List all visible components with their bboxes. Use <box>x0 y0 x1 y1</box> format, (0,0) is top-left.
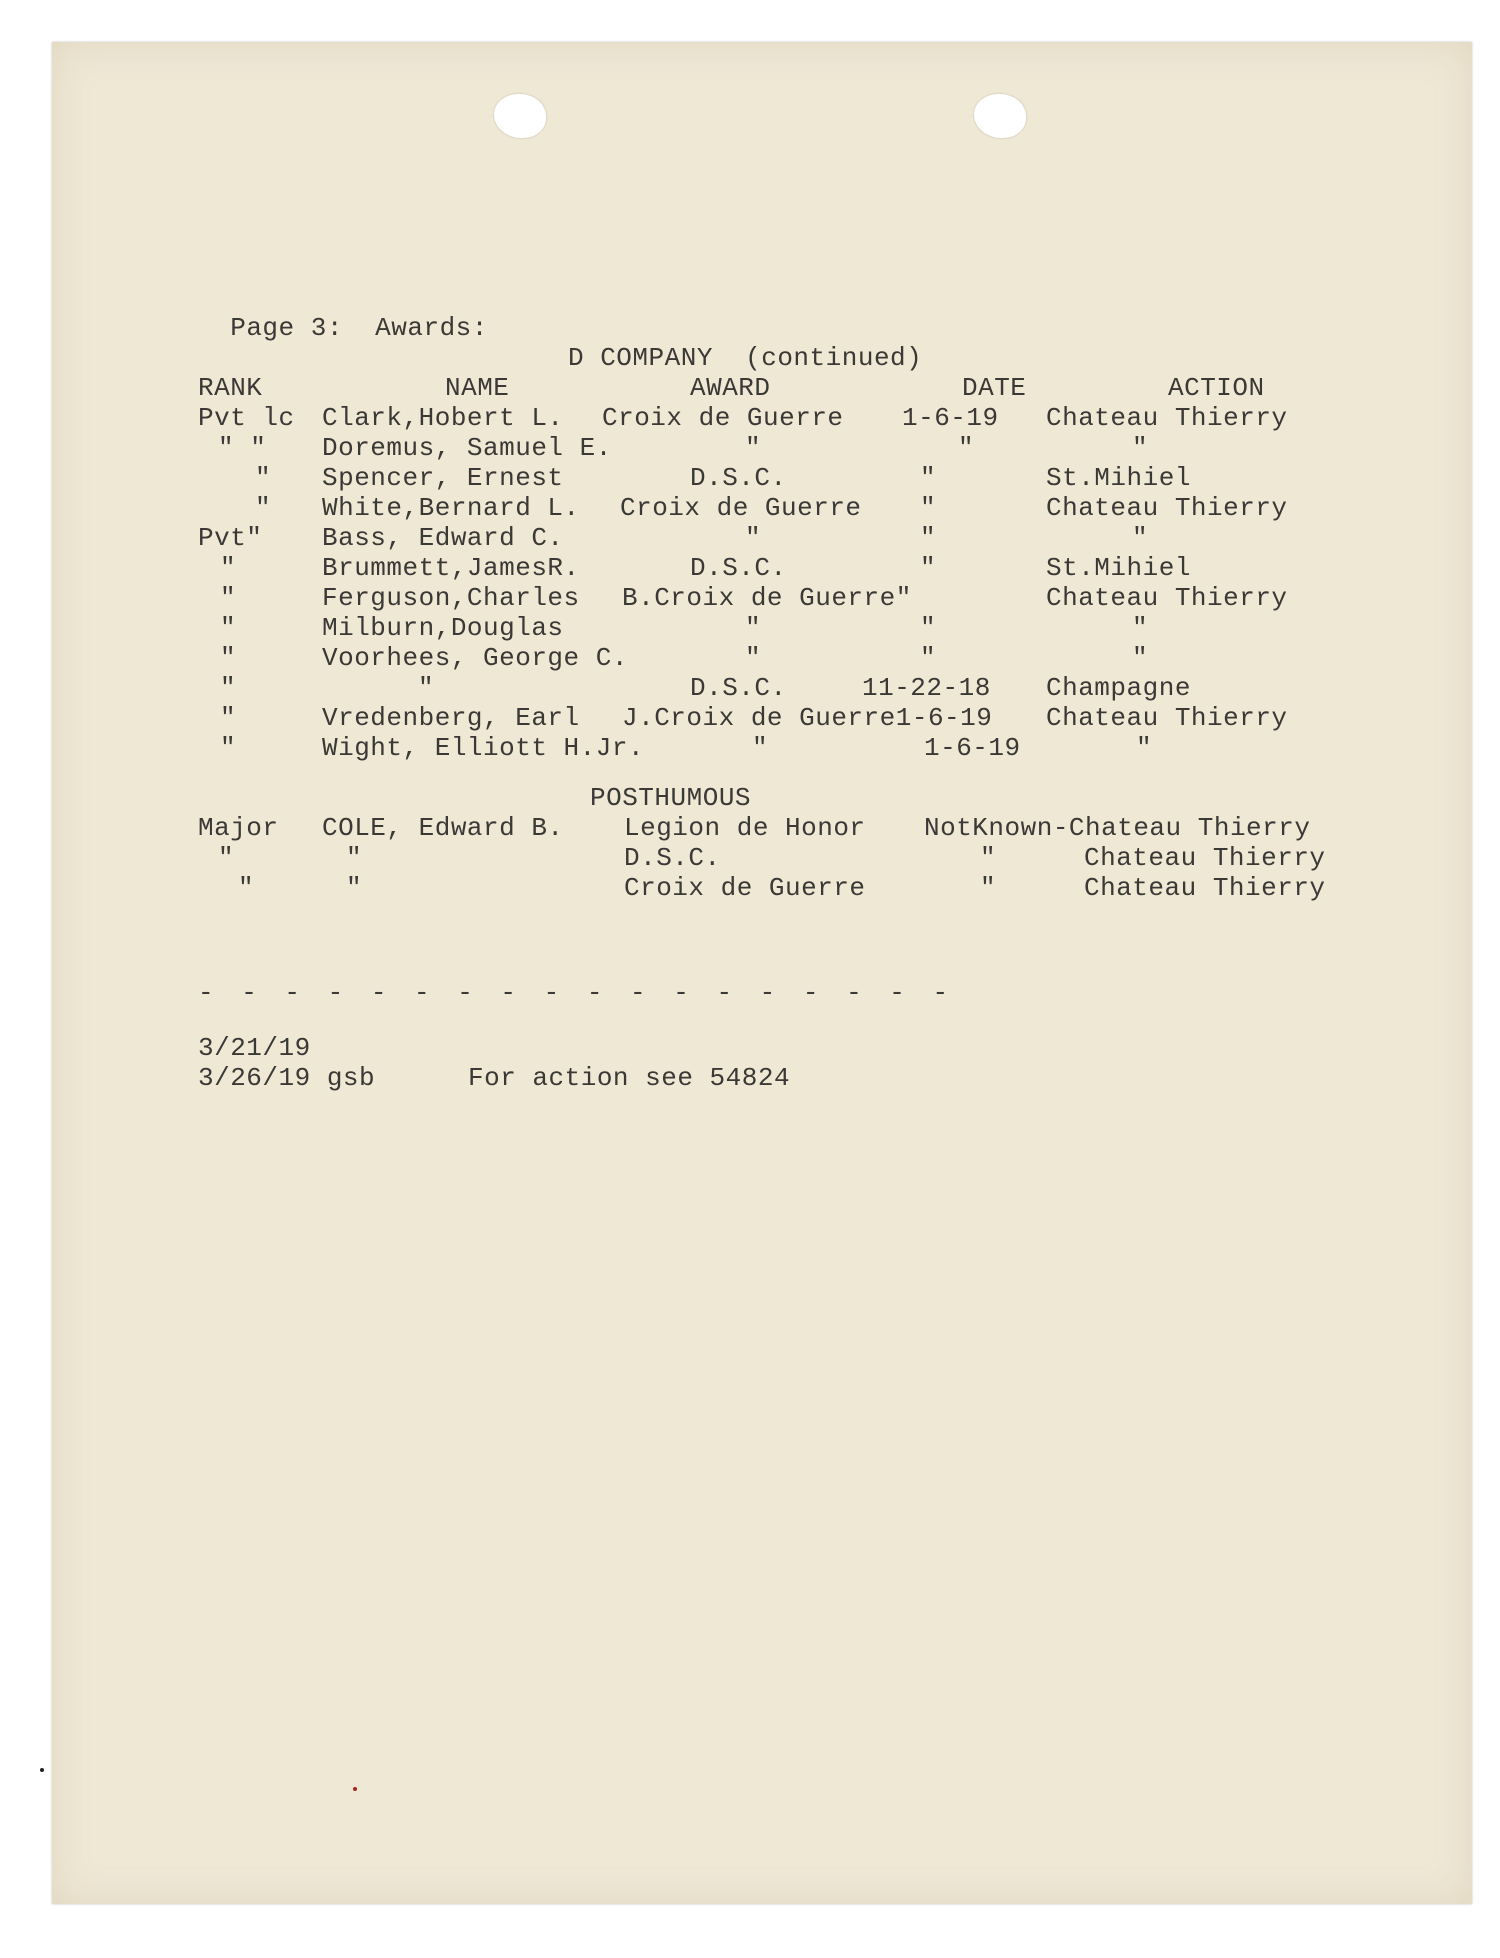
date: 1-6-19 <box>924 733 1021 763</box>
name: Wight, Elliott H.Jr. <box>322 733 645 763</box>
name: Bass, Edward C. <box>322 523 564 553</box>
date: " <box>920 493 937 523</box>
punch-hole-right <box>974 94 1026 138</box>
rank: " <box>220 553 237 583</box>
date: " <box>958 433 975 463</box>
column-headers <box>0 373 1500 403</box>
date: " <box>980 873 997 903</box>
date: " <box>920 463 937 493</box>
date: 11-22-18 <box>862 673 991 703</box>
name: COLE, Edward B. <box>322 813 564 843</box>
posthumous-title: POSTHUMOUS <box>590 783 752 813</box>
rank: " <box>238 873 255 903</box>
table-row <box>0 553 1191 583</box>
award: " <box>752 733 769 763</box>
col-rank: RANK <box>198 373 263 403</box>
table-row <box>0 813 1311 843</box>
name: Voorhees, George C. <box>322 643 628 673</box>
rank: " " <box>218 433 267 463</box>
action: St.Mihiel <box>1046 553 1191 583</box>
action: Chateau Thierry <box>1046 493 1288 523</box>
rank: " <box>218 843 235 873</box>
posthumous-table <box>0 813 1500 903</box>
award: Croix de Guerre <box>624 873 866 903</box>
page-label: Page 3: <box>230 313 343 343</box>
date-action: NotKnown-Chateau Thierry <box>924 813 1311 843</box>
date: " <box>920 643 937 673</box>
table-row <box>0 613 1149 643</box>
action: Chateau Thierry <box>1046 403 1288 433</box>
punch-hole-left <box>494 94 546 138</box>
table-row <box>0 463 1191 493</box>
rank: Pvt lc <box>198 403 295 433</box>
table-row <box>0 403 1288 433</box>
table-row <box>0 873 1326 903</box>
action: " <box>1132 613 1149 643</box>
action: Chateau Thierry <box>1046 583 1288 613</box>
award: " <box>745 613 762 643</box>
action: " <box>1136 733 1153 763</box>
col-name: NAME <box>445 373 510 403</box>
rank: Pvt" <box>198 523 263 553</box>
table-row <box>0 493 1288 523</box>
action: Chateau Thierry <box>1046 703 1288 733</box>
date: 1-6-19 <box>902 403 999 433</box>
table-row <box>0 733 1153 763</box>
rank: " <box>220 673 237 703</box>
footer-note: For action see 54824 <box>468 1063 791 1093</box>
rank: Major <box>198 813 279 843</box>
separator-line: - - - - - - - - - - - - - - - - - - <box>198 978 955 1008</box>
awards-table <box>0 403 1500 775</box>
award: B.Croix de Guerre" <box>622 583 912 613</box>
footer-date-1: 3/21/19 <box>198 1033 311 1063</box>
award: " <box>745 523 762 553</box>
award: J.Croix de Guerre1-6-19 <box>622 703 993 733</box>
action: " <box>1132 643 1149 673</box>
action: Champagne <box>1046 673 1191 703</box>
rank: " <box>220 703 237 733</box>
rank: " <box>255 463 272 493</box>
name: White,Bernard L. <box>322 493 580 523</box>
footer-date-2: 3/26/19 gsb <box>198 1063 376 1093</box>
name: Doremus, Samuel E. <box>322 433 612 463</box>
name: " <box>418 673 435 703</box>
col-award: AWARD <box>690 373 771 403</box>
action: St.Mihiel <box>1046 463 1191 493</box>
rank: " <box>220 733 237 763</box>
name: " <box>346 843 363 873</box>
col-action: ACTION <box>1168 373 1265 403</box>
name: Brummett,JamesR. <box>322 553 580 583</box>
date: " <box>920 613 937 643</box>
name: " <box>346 873 363 903</box>
table-row <box>0 703 1288 733</box>
section-label: Awards: <box>375 313 488 343</box>
award: Legion de Honor <box>624 813 866 843</box>
name: Clark,Hobert L. <box>322 403 564 433</box>
page-header <box>198 283 488 343</box>
name: Milburn,Douglas <box>322 613 564 643</box>
col-date: DATE <box>962 373 1027 403</box>
name: Spencer, Ernest <box>322 463 564 493</box>
rank: " <box>220 613 237 643</box>
ink-speck <box>40 1768 44 1772</box>
name: Ferguson,Charles <box>322 583 580 613</box>
date: " <box>980 843 997 873</box>
award: " <box>745 433 762 463</box>
award: D.S.C. <box>690 463 787 493</box>
table-row <box>0 843 1326 873</box>
action: " <box>1132 433 1149 463</box>
award: D.S.C. <box>690 673 787 703</box>
award: Croix de Guerre <box>620 493 862 523</box>
table-row <box>0 523 1149 553</box>
action: " <box>1132 523 1149 553</box>
action: Chateau Thierry <box>1084 873 1326 903</box>
company-title: D COMPANY (continued) <box>568 343 923 373</box>
table-row <box>0 673 1191 703</box>
award: D.S.C. <box>690 553 787 583</box>
date: " <box>920 523 937 553</box>
rank: " <box>220 583 237 613</box>
table-row <box>0 583 1288 613</box>
award: Croix de Guerre <box>602 403 844 433</box>
action: Chateau Thierry <box>1084 843 1326 873</box>
date: " <box>920 553 937 583</box>
table-row <box>0 433 1149 463</box>
rank: " <box>255 493 272 523</box>
rank: " <box>220 643 237 673</box>
award: D.S.C. <box>624 843 721 873</box>
ink-speck <box>353 1787 357 1791</box>
table-row <box>0 643 1149 673</box>
name: Vredenberg, Earl <box>322 703 580 733</box>
award: " <box>745 643 762 673</box>
